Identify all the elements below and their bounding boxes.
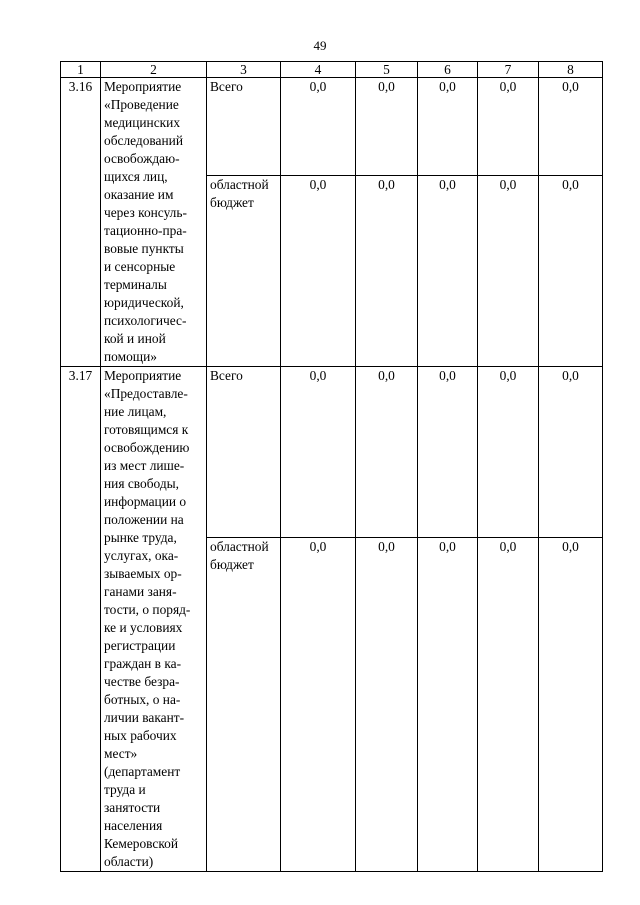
activity-name-line: ке и условиях <box>104 620 183 635</box>
activity-name-line: и сенсорные <box>104 259 176 274</box>
activity-name-line: из мест лише- <box>104 458 185 473</box>
activity-name-line: мест» <box>104 746 138 761</box>
funding-source-regional <box>207 176 281 367</box>
column-header: 7 <box>478 62 539 78</box>
activity-name-line: помощи» <box>104 349 157 364</box>
value-cell: 0,0 <box>418 538 478 872</box>
activity-name-line: психологичес- <box>104 313 187 328</box>
funding-source-line: бюджет <box>210 557 254 573</box>
activity-name-line: Мероприятие <box>104 79 182 94</box>
activity-name-line: Кемеровской <box>104 836 179 851</box>
column-header: 4 <box>281 62 356 78</box>
activity-name-line: щихся лиц, <box>104 169 168 184</box>
activity-name-line: честве безра- <box>104 674 180 689</box>
activity-name-line: вовые пункты <box>104 241 184 256</box>
activity-name-line: юридической, <box>104 295 184 310</box>
table-row <box>61 78 603 176</box>
activity-name-line: положении на <box>104 512 184 527</box>
value-cell: 0,0 <box>539 538 603 872</box>
activity-name-line: ганами заня- <box>104 584 177 599</box>
budget-table <box>60 61 603 872</box>
activity-name-line: труда и <box>104 782 146 797</box>
activity-name-line: ных рабочих <box>104 728 177 743</box>
row-number: 3.16 <box>61 78 101 367</box>
activity-name-line: зываемых ор- <box>104 566 182 581</box>
activity-name-line: оказание им <box>104 187 174 202</box>
activity-name-line: тости, о поряд- <box>104 602 191 617</box>
activity-name-line: медицинских <box>104 115 181 130</box>
row-number: 3.17 <box>61 367 101 872</box>
activity-name-line: ние лицам, <box>104 404 167 419</box>
activity-name-line: «Предоставле- <box>104 386 188 401</box>
funding-source-regional <box>207 538 281 872</box>
value-cell: 0,0 <box>356 538 418 872</box>
value-cell: 0,0 <box>281 367 356 538</box>
activity-name-line: ния свободы, <box>104 476 179 491</box>
activity-name <box>101 367 207 872</box>
table-row <box>61 367 603 538</box>
value-cell: 0,0 <box>356 176 418 367</box>
activity-name-line: личии вакант- <box>104 710 185 725</box>
funding-source-line: областной <box>210 177 269 193</box>
column-header: 2 <box>101 62 207 78</box>
value-cell: 0,0 <box>478 78 539 176</box>
activity-name <box>101 78 207 367</box>
column-header: 6 <box>418 62 478 78</box>
value-cell: 0,0 <box>478 538 539 872</box>
table-header-row <box>61 62 603 78</box>
activity-name-line: информации о <box>104 494 187 509</box>
column-header: 5 <box>356 62 418 78</box>
activity-name-line: населения <box>104 818 163 833</box>
activity-name-line: терминалы <box>104 277 167 292</box>
activity-name-line: освобождению <box>104 440 190 455</box>
funding-source-line: бюджет <box>210 195 254 211</box>
value-cell: 0,0 <box>539 367 603 538</box>
value-cell: 0,0 <box>539 78 603 176</box>
activity-name-line: тационно-пра- <box>104 223 187 238</box>
activity-name-line: области) <box>104 854 154 869</box>
activity-name-line: занятости <box>104 800 161 815</box>
activity-name-line: рынке труда, <box>104 530 177 545</box>
funding-source-total: Всего <box>207 367 281 538</box>
value-cell: 0,0 <box>281 176 356 367</box>
value-cell: 0,0 <box>418 176 478 367</box>
activity-name-line: «Проведение <box>104 97 179 112</box>
column-header: 1 <box>61 62 101 78</box>
activity-name-line: (департамент <box>104 764 181 779</box>
value-cell: 0,0 <box>281 78 356 176</box>
activity-name-line: граждан в ка- <box>104 656 182 671</box>
activity-name-line: регистрации <box>104 638 176 653</box>
value-cell: 0,0 <box>478 176 539 367</box>
page-number: 49 <box>313 38 327 53</box>
value-cell: 0,0 <box>281 538 356 872</box>
value-cell: 0,0 <box>356 78 418 176</box>
value-cell: 0,0 <box>356 367 418 538</box>
activity-name-line: обследований <box>104 133 183 148</box>
activity-name-line: кой и иной <box>104 331 166 346</box>
activity-name-line: ботных, о на- <box>104 692 181 707</box>
activity-name-line: через консуль- <box>104 205 187 220</box>
activity-name-line: освобождаю- <box>104 151 180 166</box>
activity-name-line: Мероприятие <box>104 368 182 383</box>
value-cell: 0,0 <box>418 367 478 538</box>
value-cell: 0,0 <box>478 367 539 538</box>
value-cell: 0,0 <box>539 176 603 367</box>
column-header: 3 <box>207 62 281 78</box>
activity-name-line: услугах, ока- <box>104 548 179 563</box>
funding-source-total: Всего <box>207 78 281 176</box>
funding-source-line: областной <box>210 539 269 555</box>
column-header: 8 <box>539 62 603 78</box>
value-cell: 0,0 <box>418 78 478 176</box>
activity-name-line: готовящимся к <box>104 422 189 437</box>
